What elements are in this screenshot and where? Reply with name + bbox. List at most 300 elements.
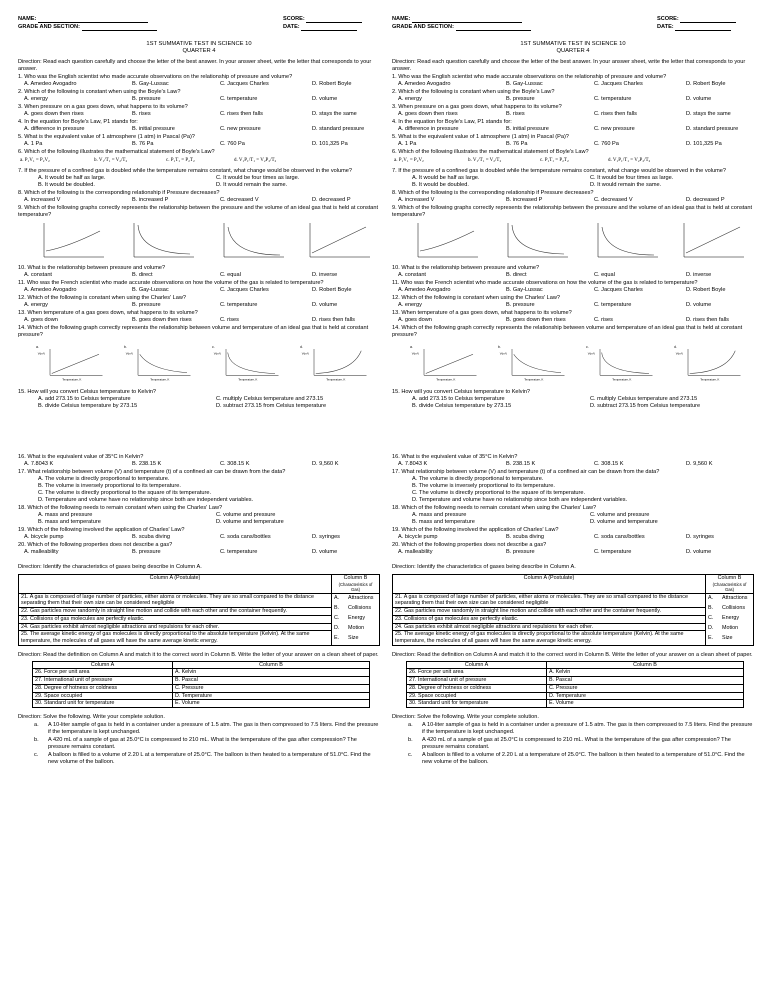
column-a-header: Column A — [407, 661, 547, 669]
choice: B. pressure — [132, 549, 161, 556]
date-blank[interactable] — [675, 25, 731, 31]
answer-letter: E. — [708, 635, 714, 642]
direction-3: Direction: Read the definition on Column A and match it to the correct word in Column B. Write the letter of your answer on a clean sheet of paper. — [392, 651, 753, 658]
choice: C. Jacques Charles — [594, 286, 643, 293]
answer-choices — [18, 272, 380, 279]
graph-letter: d. — [674, 344, 677, 349]
definition: 28. Degree of hotness or coldness — [407, 684, 547, 692]
term: C. Pressure — [173, 684, 370, 692]
question-text: 7. If the pressure of a confined gas is doubled while the temperature remains constant, what change would be observed in the volume? — [18, 167, 352, 174]
vt-graph-d — [300, 341, 370, 385]
pv-graph-b — [128, 221, 198, 261]
definition: 29. Space occupied — [407, 692, 547, 700]
answer-letter: B. — [334, 605, 340, 612]
problem-b — [18, 737, 380, 751]
question-text: 6. Which of the following illustrates the mathematical statement of Boyle's Law? — [18, 148, 215, 155]
answer-term: Attractions — [348, 595, 374, 602]
question-text: 17. What relationship between volume (V) and temperature (t) of a confined air can be drawn from the data? — [392, 469, 660, 476]
answer-term: Motion — [348, 625, 365, 632]
question — [392, 168, 754, 189]
choice: C. temperature — [594, 549, 632, 556]
question-text: 20. Which of the following properties does not describe a gas? — [392, 542, 547, 549]
choice: B. pressure — [506, 301, 535, 308]
column-b-title: Column B — [717, 575, 742, 582]
question — [18, 505, 380, 526]
volume-temperature-graphs — [392, 341, 754, 387]
question-text: 10. What is the relationship between pressure and volume? — [18, 264, 166, 271]
direction-4: Direction: Solve the following. Write your complete solution. — [18, 714, 165, 721]
graph-x-label: Temperature, K — [150, 377, 170, 382]
matching-table — [32, 661, 370, 709]
choice: A. difference in pressure — [24, 125, 85, 132]
question — [18, 469, 380, 504]
choice: C. temperature — [220, 95, 258, 102]
choice: D. 9,560 K — [312, 461, 339, 468]
choice: C. It would be four times as large. — [590, 174, 674, 181]
choice: A. goes down then rises — [398, 110, 458, 117]
answer-choices — [18, 512, 380, 526]
answer-choices — [392, 317, 754, 324]
problem-letter: b. — [34, 737, 39, 744]
question — [18, 265, 380, 279]
question — [18, 74, 380, 88]
term: D. Temperature — [173, 692, 370, 700]
question — [18, 280, 380, 294]
formula-c: c. P₁T₁ = P₂T₂ — [540, 157, 569, 163]
answer-letter: E. — [334, 635, 340, 642]
choice: C. decreased V — [594, 196, 633, 203]
graph-x-label: Temperature, K — [62, 377, 82, 382]
name-blank[interactable] — [38, 17, 148, 23]
choice: C. soda cans/bottles — [594, 534, 645, 541]
question — [18, 205, 380, 219]
problem-c — [18, 752, 380, 766]
choice: B. increased P — [506, 196, 543, 203]
score-label: SCORE: — [283, 16, 305, 22]
postulate-row: 22. Gas particles move randomly in straight line motion and collide with each other and the container frequently. — [19, 608, 332, 616]
question — [392, 310, 754, 324]
definition: 26. Force per unit area — [407, 669, 547, 677]
graph-y-label: V(m³) — [675, 350, 683, 355]
column-b-header — [332, 575, 380, 593]
choice: D. rises then falls — [312, 316, 355, 323]
problem-text: A balloon is filled to a volume of 2.20 L at a temperature of 25.0°C. The balloon is then heated to a temperature of 51.0°C. Find the new volume of the balloon. — [48, 752, 371, 766]
answer-choices — [392, 81, 754, 88]
answer-choices — [18, 175, 380, 189]
definition: 29. Space occupied — [33, 692, 173, 700]
answer-choices — [18, 534, 380, 541]
choice: A. 1 Pa — [24, 140, 43, 147]
choice: C. rises then falls — [594, 110, 637, 117]
choice: B. pressure — [132, 95, 161, 102]
answer-choices — [18, 476, 380, 504]
worksheet-left — [18, 16, 380, 766]
question — [18, 104, 380, 118]
question-text: 13. When temperature of a gas goes down, what happens to its volume? — [18, 309, 198, 316]
choice: B. pressure — [132, 301, 161, 308]
choice: D. syringes — [312, 534, 340, 541]
volume-temperature-graphs — [18, 341, 380, 387]
problem-letter: c. — [34, 752, 39, 759]
term: A. Kelvin — [173, 669, 370, 677]
choice: A. goes down — [24, 316, 58, 323]
vt-graph-c — [212, 341, 282, 385]
question — [392, 205, 754, 219]
choice: C. temperature — [594, 95, 632, 102]
answer-term: Collisions — [722, 605, 746, 612]
pv-graph-d — [304, 221, 374, 261]
answer-choices — [392, 96, 754, 103]
answer-choices — [392, 272, 754, 279]
score-blank[interactable] — [680, 17, 736, 23]
choice: C. 308.15 K — [594, 461, 624, 468]
direction-4: Direction: Solve the following. Write your complete solution. — [392, 714, 539, 721]
answer-choices — [18, 302, 380, 309]
question-text: 2. Which of the following is constant when using the Boyle's Law? — [392, 88, 555, 95]
choice: A. constant — [398, 271, 426, 278]
questions-16-20 — [392, 454, 754, 556]
direction-2: Direction: Identify the characteristics of gases being describe in Column A. — [392, 564, 576, 571]
choice: A. The volume is directly proportional to temperature. — [38, 476, 170, 483]
choice: A. bicycle pump — [398, 534, 438, 541]
date-blank[interactable] — [301, 25, 357, 31]
choice: D. volume — [312, 549, 338, 556]
question-text: 8. Which of the following is the corresponding relationship if Pressure decreases? — [392, 189, 594, 196]
graph-y-label: V(m³) — [587, 350, 595, 355]
answer-choices — [392, 126, 754, 133]
question — [392, 74, 754, 88]
boyle-formula-choices — [18, 156, 380, 167]
postulate-row: 21. A gas is composed of large number of particles, either atoms or molecules. They are so small compared to the distance separating them that their own size can be considered negligible — [393, 593, 706, 608]
postulate-row: 25. The average kinetic energy of gas molecules is directly proportional to the absolute temperature (Kelvin). At the same temperature, the molecules of all gases will have the same average kinetic energy. — [393, 631, 706, 646]
choice: D. 9,560 K — [686, 461, 713, 468]
question — [18, 134, 380, 148]
question — [392, 119, 754, 133]
question-text: 9. Which of the following graphs correctly represents the relationship between the pressure and the volume of an ideal gas that is held at constant temperature? — [18, 204, 379, 218]
formula-a: a. P₁V₁ = P₂V₂ — [20, 157, 50, 163]
graph-y-label: V(m³) — [499, 350, 507, 355]
question-text: 18. Which of the following needs to remain constant when using the Charles' Law? — [18, 505, 223, 512]
answer-choices — [18, 126, 380, 133]
test-title — [18, 41, 380, 55]
answer-letter: C. — [708, 615, 714, 622]
choice: A. malleability — [398, 549, 433, 556]
answer-choices — [392, 175, 754, 189]
question-text: 4. In the equation for Boyle's Law, P1 stands for: — [392, 118, 512, 125]
problem-text: A 10-liter sample of gas is held in a container under a pressure of 1.5 atm. The gas is then compressed to 7.5 liters. Find the pressure if the temperature is kept unchanged. — [422, 722, 753, 736]
definition: 30. Standard unit for temperature — [407, 700, 547, 708]
choice: A. difference in pressure — [398, 125, 459, 132]
question — [392, 505, 754, 526]
choice: A. Amedeo Avogadro — [24, 286, 77, 293]
graph-x-label: Temperature, K — [612, 377, 632, 382]
choice: D. inverse — [312, 271, 338, 278]
problem-text: A 10-liter sample of gas is held in a container under a pressure of 1.5 atm. The gas is then compressed to 7.5 liters. Find the pressure if the temperature is kept unchanged. — [48, 722, 379, 736]
answer-choices — [18, 287, 380, 294]
question-15 — [392, 389, 754, 410]
question — [18, 168, 380, 189]
choice: C. new pressure — [594, 125, 635, 132]
question — [18, 295, 380, 309]
pressure-volume-graphs — [392, 221, 754, 263]
postulate-row: 24. Gas particles exhibit almost negligible attractions and repulsions for each other. — [19, 623, 332, 631]
choice: C. Jacques Charles — [220, 80, 269, 87]
graph-y-label: V(m³) — [37, 350, 45, 355]
choice: C. decreased V — [220, 196, 259, 203]
direction-1: Direction: Read each question carefully and choose the letter of the best answer. In your answer sheet, write the letter that corresponds to your answer. — [18, 59, 372, 72]
column-b-subtitle: (Characteristics of Gas) — [338, 582, 373, 593]
pv-graph-a — [412, 221, 482, 261]
question — [392, 265, 754, 279]
choice: D. volume and temperature — [590, 519, 658, 526]
name-blank[interactable] — [412, 17, 522, 23]
direction-2: Direction: Identify the characteristics of gases being describe in Column A. — [18, 564, 202, 571]
question — [18, 190, 380, 204]
choice: C. rises — [220, 316, 239, 323]
choice: C. The volume is directly proportional to the square of its temperature. — [38, 490, 212, 497]
postulate-row: 21. A gas is composed of large number of particles, either atoms or molecules. They are so small compared to the distance separating them that their own size can be considered negligible — [19, 593, 332, 608]
grade-blank[interactable] — [82, 25, 157, 31]
question-text: 12. Which of the following is constant when using the Charles' Law? — [18, 294, 187, 301]
choice: C. The volume is directly proportional to the square of its temperature. — [412, 490, 586, 497]
column-b-header: Column B — [547, 661, 744, 669]
question — [18, 454, 380, 468]
question-text: 5. What is the equivalent value of 1 atmosphere (1 atm) in Pascal (Pa)? — [392, 133, 569, 140]
blank-space — [392, 409, 754, 453]
question — [392, 89, 754, 103]
graph-letter: c. — [586, 344, 589, 349]
column-b-title: Column B — [343, 575, 368, 582]
problem-text: A 420 mL of a sample of gas at 25.0°C is compressed to 210 mL. What is the temperature of the gas after compression? The pressure remains constant. — [422, 737, 731, 751]
graph-x-label: Temperature, K — [700, 377, 720, 382]
question — [18, 325, 380, 339]
question — [18, 89, 380, 103]
formula-c: c. P₁T₁ = P₂T₂ — [166, 157, 195, 163]
graph-letter: d. — [300, 344, 303, 349]
choice: A. energy — [24, 95, 48, 102]
choice: A. energy — [398, 301, 422, 308]
postulate-table — [18, 574, 380, 646]
choice: B. 238.15 K — [132, 461, 162, 468]
answer-choices — [18, 549, 380, 556]
choice: D. Temperature and volume have no relationship since both are independent variables. — [38, 497, 254, 504]
question-text: 3. When pressure on a gas goes down, what happens to its volume? — [392, 103, 562, 110]
question-text: 13. When temperature of a gas goes down, what happens to its volume? — [392, 309, 572, 316]
choice: C. temperature — [220, 301, 258, 308]
question-text: 17. What relationship between volume (V) and temperature (t) of a confined air can be drawn from the data? — [18, 469, 286, 476]
graph-y-label: V(m³) — [411, 350, 419, 355]
questions-1-6 — [18, 74, 380, 156]
answer-choices — [18, 81, 380, 88]
questions-7-9 — [18, 168, 380, 219]
grade-blank[interactable] — [456, 25, 531, 31]
choice: C. multiply Celsius temperature and 273.15 — [590, 395, 698, 402]
choice: D. It would remain the same. — [216, 181, 288, 188]
choice: B. initial pressure — [506, 125, 549, 132]
choice: D. Temperature and volume have no relationship since both are independent variables. — [412, 497, 628, 504]
answer-choices — [392, 476, 754, 504]
choice: B. mass and temperature — [38, 519, 101, 526]
question-15 — [18, 389, 380, 410]
column-b-subtitle: (Characteristics of Gas) — [712, 582, 747, 593]
question-text: 7. If the pressure of a confined gas is doubled while the temperature remains constant, what change would be observed in the volume? — [392, 167, 726, 174]
question — [392, 469, 754, 504]
question-text: 15. How will you convert Celsius temperature to Kelvin? — [392, 388, 531, 395]
choice: B. initial pressure — [132, 125, 175, 132]
choice: B. divide Celsius temperature by 273.15 — [412, 402, 512, 409]
question-text: 12. Which of the following is constant when using the Charles' Law? — [392, 294, 561, 301]
choice: A. goes down — [398, 316, 432, 323]
answer-term: Attractions — [722, 595, 748, 602]
choice: C. rises — [594, 316, 613, 323]
question-text: 1. Who was the English scientist who made accurate observations on the relationship of pressure and volume? — [392, 73, 667, 80]
choice: D. stays the same — [312, 110, 357, 117]
postulate-row: 23. Collisions of gas molecules are perfectly elastic. — [393, 615, 706, 623]
student-header — [392, 16, 754, 36]
choice: D. inverse — [686, 271, 712, 278]
formula-a: a. P₁V₁ = P₂V₂ — [394, 157, 424, 163]
graph-x-label: Temperature, K — [524, 377, 544, 382]
pressure-volume-graphs — [18, 221, 380, 263]
choice: A. Amedeo Avogadro — [24, 80, 77, 87]
question-text: 9. Which of the following graphs correctly represents the relationship between the pressure and the volume of an ideal gas that is held at constant temperature? — [392, 204, 753, 218]
question — [18, 119, 380, 133]
question — [18, 149, 380, 156]
question — [392, 104, 754, 118]
formula-b: b. V₁/T₁ = V₂/T₂ — [468, 157, 502, 163]
choice: B. Gay-Lussac — [132, 80, 169, 87]
choice: D. standard pressure — [312, 125, 365, 132]
choice: B. Gay-Lussac — [132, 286, 169, 293]
characteristics-list — [332, 593, 380, 645]
question-text: 3. When pressure on a gas goes down, what happens to its volume? — [18, 103, 188, 110]
choice: B. direct — [506, 271, 527, 278]
choice: C. volume and pressure — [216, 512, 276, 519]
problem-letter: b. — [408, 737, 413, 744]
score-blank[interactable] — [306, 17, 362, 23]
answer-letter: D. — [708, 625, 714, 632]
answer-term: Size — [348, 635, 359, 642]
question — [392, 295, 754, 309]
question-text: 19. Which of the following involved the application of Charles' Law? — [392, 527, 559, 534]
choice: A. 7.8043 K — [24, 461, 54, 468]
direction-3: Direction: Read the definition on Column A and match it to the correct word in Column B. Write the letter of your answer on a clean sheet of paper. — [18, 651, 379, 658]
column-a-header: Column A (Postulate) — [19, 575, 332, 593]
choice: D. volume — [686, 301, 712, 308]
problem-b — [392, 737, 754, 751]
choice: B. rises — [506, 110, 525, 117]
graph-y-label: V(m³) — [301, 350, 309, 355]
choice: C. Jacques Charles — [220, 286, 269, 293]
column-b-header — [706, 575, 754, 593]
choice: D. subtract 273.15 from Celsius temperature — [590, 402, 701, 409]
question-text: 8. Which of the following is the corresponding relationship if Pressure decreases? — [18, 189, 220, 196]
question-text: 14. Which of the following graph correctly represents the relationship between volume and temperature of an ideal gas that is held at constant pressure? — [18, 324, 369, 338]
choice: D. volume — [686, 95, 712, 102]
choice: A. The volume is directly proportional to temperature. — [412, 476, 544, 483]
graph-x-label: Temperature, K — [326, 377, 346, 382]
pv-graph-a — [38, 221, 108, 261]
problem-a — [18, 722, 380, 736]
choice: C. It would be four times as large. — [216, 174, 300, 181]
choice: C. 760 Pa — [594, 140, 619, 147]
choice: D. decreased P — [312, 196, 351, 203]
graph-y-label: V(m³) — [213, 350, 221, 355]
question-text: 11. Who was the French scientist who made accurate observations on how the volume of the gas is related to temperature? — [18, 279, 324, 286]
choice: D. Robert Boyle — [686, 286, 726, 293]
choice: A. increased V — [24, 196, 61, 203]
question-text: 11. Who was the French scientist who made accurate observations on how the volume of the gas is related to temperature? — [392, 279, 698, 286]
choice: B. goes down then rises — [132, 316, 192, 323]
pv-graph-c — [218, 221, 288, 261]
choice: D. volume — [312, 301, 338, 308]
choice: D. Robert Boyle — [686, 80, 726, 87]
choice: A. Amedeo Avogadro — [398, 286, 451, 293]
choice: D. subtract 273.15 from Celsius temperature — [216, 402, 327, 409]
answer-letter: A. — [708, 595, 714, 602]
matching-table — [406, 661, 744, 709]
choice: C. new pressure — [220, 125, 261, 132]
question-text: 1. Who was the English scientist who made accurate observations on the relationship of pressure and volume? — [18, 73, 293, 80]
choice: A. energy — [398, 95, 422, 102]
answer-choices — [392, 549, 754, 556]
answer-choices — [392, 197, 754, 204]
postulate-table — [392, 574, 754, 646]
answer-choices — [18, 141, 380, 148]
choice: A. It would be half as large. — [412, 174, 480, 181]
grade-label: GRADE AND SECTION: — [392, 24, 454, 30]
vt-graph-a — [410, 341, 480, 385]
questions-10-14 — [392, 265, 754, 339]
choice: C. Jacques Charles — [594, 80, 643, 87]
choice: D. stays the same — [686, 110, 731, 117]
blank-space — [18, 409, 380, 453]
question-text: 16. What is the equivalent value of 35°C in Kelvin? — [392, 454, 518, 461]
question — [392, 542, 754, 556]
boyle-formula-choices — [392, 156, 754, 167]
choice: C. rises then falls — [220, 110, 263, 117]
answer-choices — [18, 111, 380, 118]
term: E. Volume — [173, 700, 370, 708]
choice: D. standard pressure — [686, 125, 739, 132]
choice: C. equal — [594, 271, 615, 278]
problem-letter: c. — [408, 752, 413, 759]
choice: C. equal — [220, 271, 241, 278]
formula-d: d. V₁P₁/T₁ = V₂P₂/T₂ — [234, 157, 277, 163]
graph-x-label: Temperature, K — [436, 377, 456, 382]
choice: A. increased V — [398, 196, 435, 203]
answer-letter: A. — [334, 595, 340, 602]
direction-1: Direction: Read each question carefully and choose the letter of the best answer. In your answer sheet, write the letter that corresponds to your answer. — [392, 59, 746, 72]
problem-a — [392, 722, 754, 736]
grade-label: GRADE AND SECTION: — [18, 24, 80, 30]
choice: A. add 273.15 to Celsius temperature — [412, 395, 505, 402]
column-b-header: Column B — [173, 661, 370, 669]
question — [392, 454, 754, 468]
choice: A. bicycle pump — [24, 534, 64, 541]
choice: A. energy — [24, 301, 48, 308]
choice: D. Robert Boyle — [312, 286, 352, 293]
choice: B. increased P — [132, 196, 169, 203]
term: C. Pressure — [547, 684, 744, 692]
question-text: 19. Which of the following involved the application of Charles' Law? — [18, 527, 185, 534]
choice: B. 76 Pa — [132, 140, 154, 147]
answer-choices — [392, 141, 754, 148]
question-text: 18. Which of the following needs to remain constant when using the Charles' Law? — [392, 505, 597, 512]
answer-choices — [392, 302, 754, 309]
problem-text: A balloon is filled to a volume of 2.20 L at a temperature of 25.0°C. The balloon is then heated to a temperature of 51.0°C. Find the new volume of the balloon. — [422, 752, 745, 766]
question-text: 16. What is the equivalent value of 35°C in Kelvin? — [18, 454, 144, 461]
